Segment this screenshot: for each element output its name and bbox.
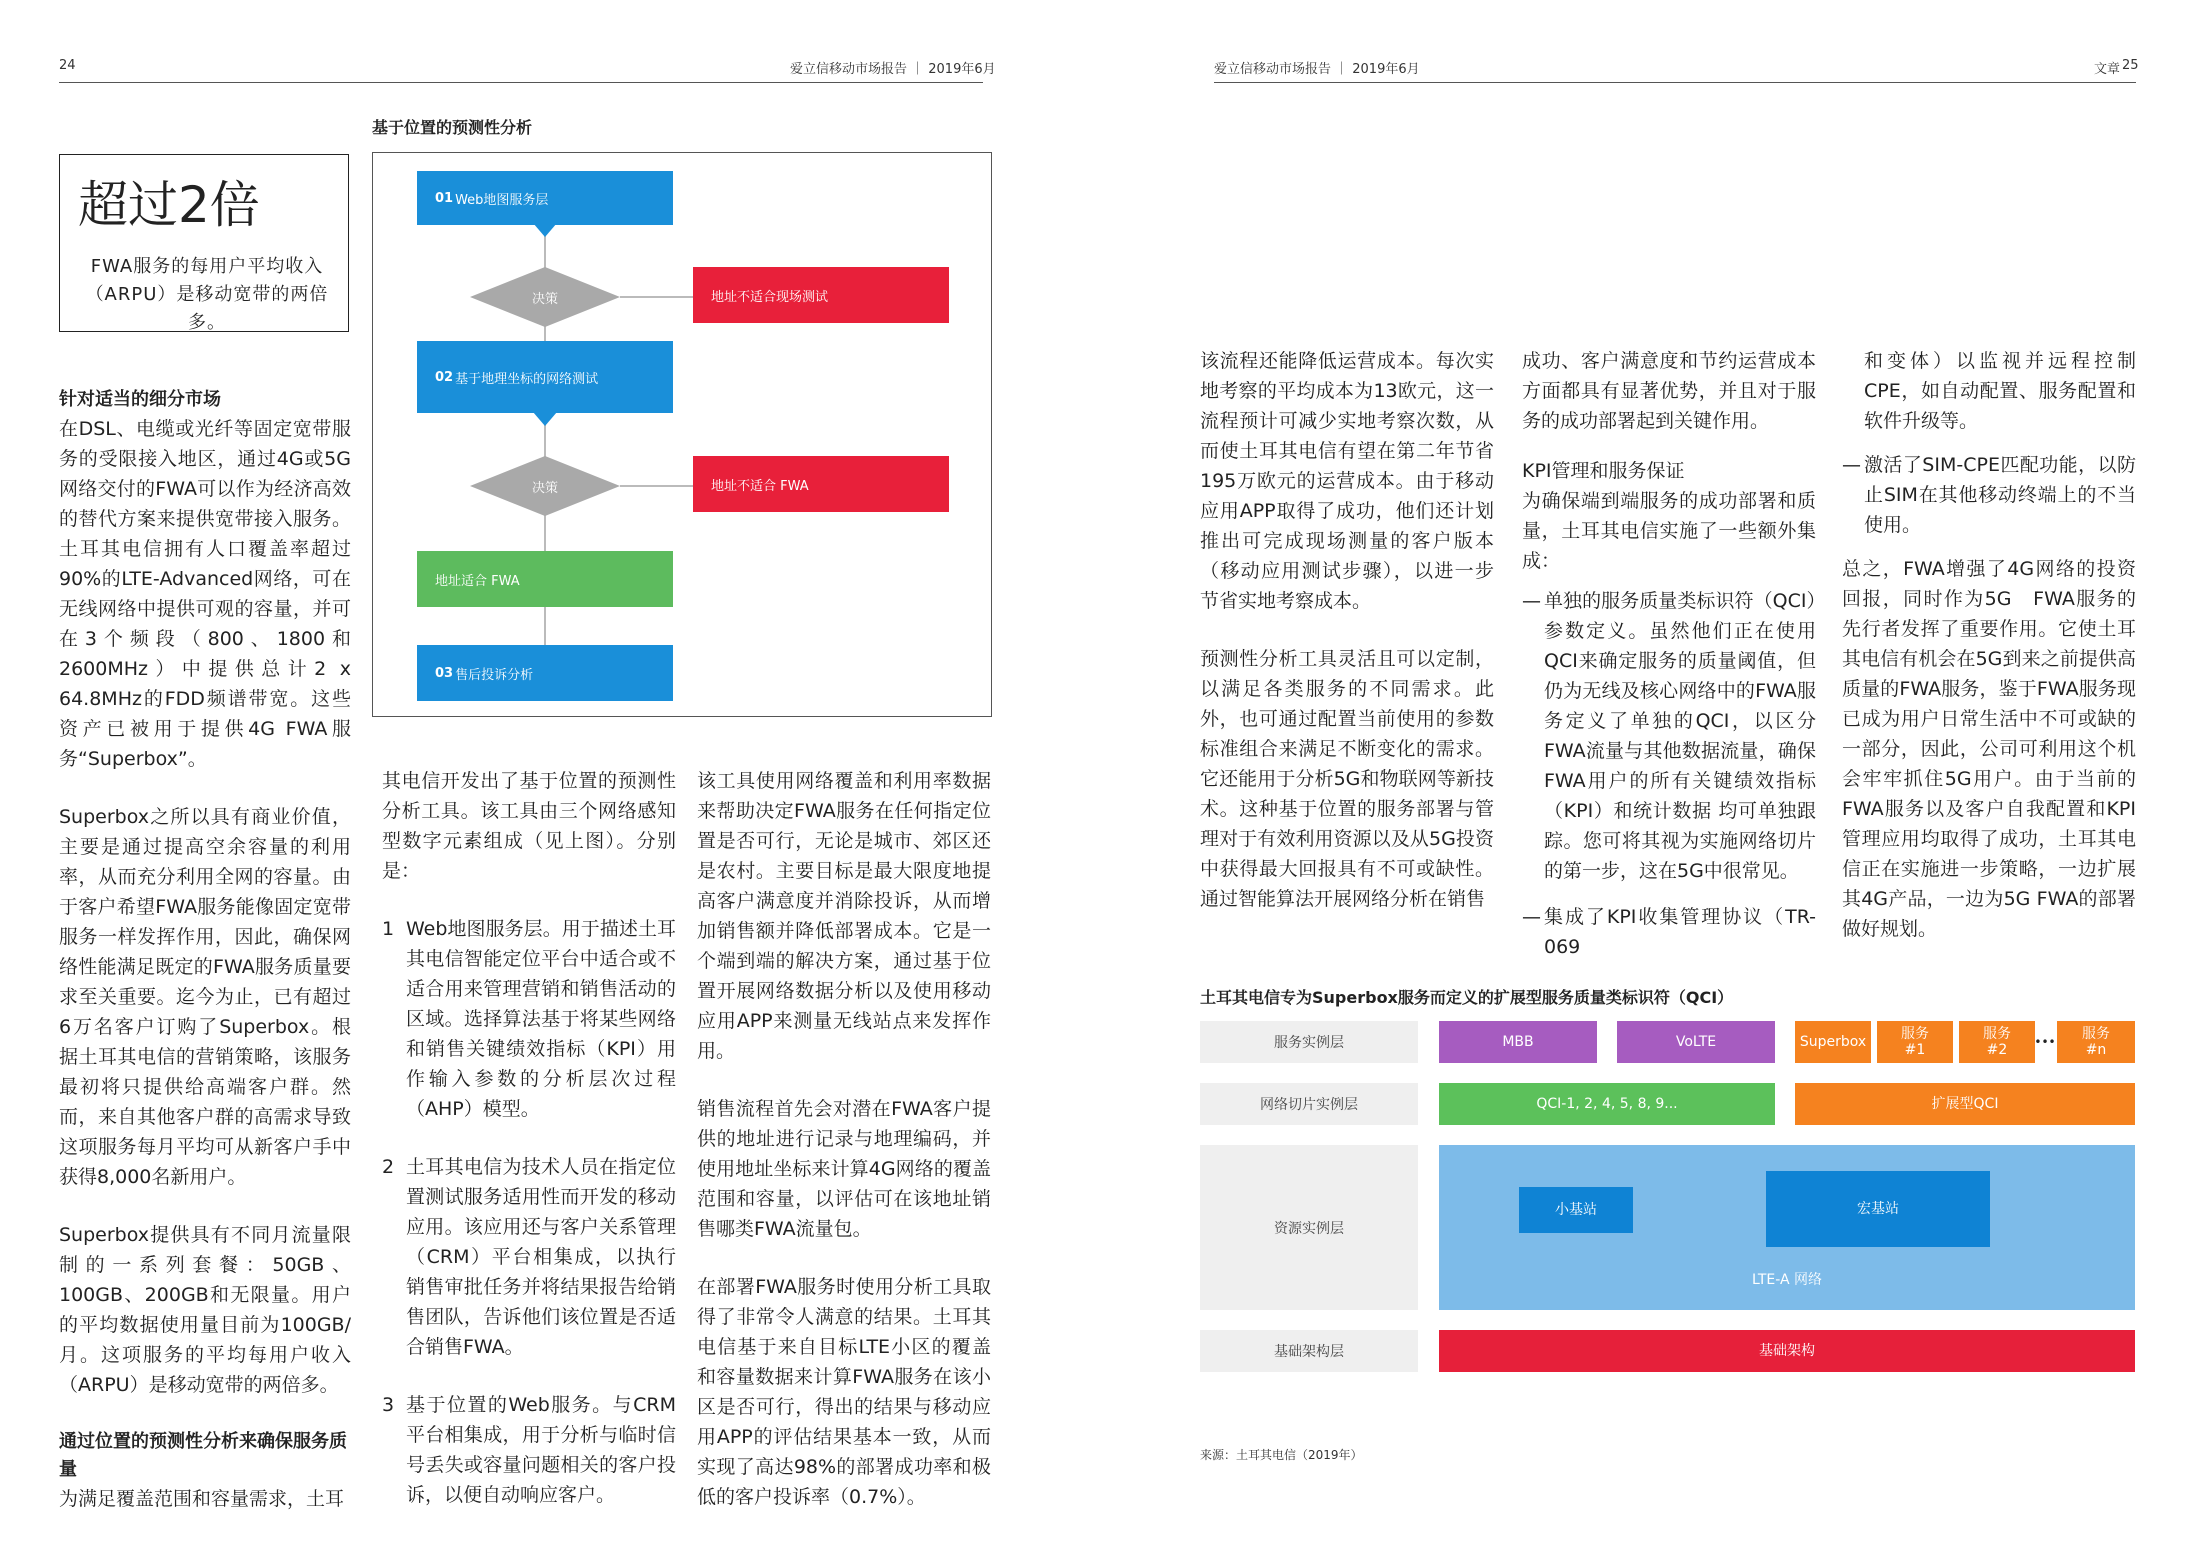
qci-extended: 扩展型QCI — [1795, 1083, 2135, 1125]
paragraph: 为满足覆盖范围和容量需求，土耳 — [59, 1488, 345, 1510]
decision-2: 决策 — [470, 456, 620, 516]
arpu-callout — [59, 154, 349, 332]
flowchart — [372, 152, 992, 717]
layer-label-infrastructure: 基础架构层 — [1200, 1330, 1418, 1372]
left-publication-header: 爱立信移动市场报告 ｜ 2019年6月 — [790, 62, 996, 77]
paragraph: 其电信开发出了基于位置的预测性分析工具。该工具由三个网络感知型数字元素组成（见上图）。分别是： — [382, 770, 676, 882]
column-6 — [1842, 346, 2136, 972]
service-1: 服务 #1 — [1877, 1021, 1953, 1063]
left-page-number: 24 — [59, 58, 76, 73]
paragraph: 预测性分析工具灵活且可以定制，以满足各类服务的不同需求。此外，也可通过配置当前使用的参数标准组合来满足不断变化的需求。它还能用于分析5G和物联网等新技术。这种基于位置的服务部署与管理对于有效利用资源以及从5G投资中获得最大回报具有不可或缺性。通过智能算法开展网络分析在销售 — [1200, 648, 1494, 910]
infrastructure-bar: 基础架构 — [1439, 1330, 2135, 1372]
service-n: 服务 #n — [2057, 1021, 2135, 1063]
left-header-rule — [59, 82, 983, 83]
list-item: 1 Web地图服务层。用于描述土耳其电信智能定位平台中适合或不适合用来管理营销和销售活动的区域。选择算法基于将某些网络和销售关键绩效指标（KPI）用作输入参数的分析层次过程（AHP）模型。 — [382, 918, 676, 1120]
paragraph: 该流程还能降低运营成本。每次实地考察的平均成本为13欧元，这一流程预计可减少实地考察次数，从而使土耳其电信有望在第二年节省195万欧元的运营成本。由于移动应用APP取得了成功，他们还计划推出可完成现场测量的客户版本（移动应用测试步骤），以进一步节省实地考察成本。 — [1200, 350, 1494, 612]
paragraph: 总之，FWA增强了4G网络的投资回报，同时作为5G FWA服务的先行者发挥了重要作用。它使土耳其电信有机会在5G到来之前提供高质量的FWA服务，鉴于FWA服务现已成为用户日常生活中不可或缺的一部分，因此，公司可利用这个机会牢牢抓住5G用户。由于当前的FWA服务以及客户自我配置和KPI管理应用均取得了成功，土耳其电信正在实施进一步策略，一边扩展其4G产品，一边为5G FWA的部署做好规划。 — [1842, 558, 2136, 940]
right-header-rule — [1214, 82, 2136, 83]
service-mbb: MBB — [1439, 1021, 1597, 1063]
step-web-map-service: 01 Web地图服务层 — [417, 171, 673, 225]
service-ellipsis: ••• — [2034, 1035, 2056, 1049]
service-volte: VoLTE — [1617, 1021, 1775, 1063]
callout-text: FWA服务的每用户平均收入（ARPU）是移动宽带的两倍多。 — [85, 256, 329, 333]
list-item: — 单独的服务质量类标识符（QCI）参数定义。虽然他们正在使用QCI来确定服务的质量阈值，但仍为无线及核心网络中的FWA服务定义了单独的QCI，以区分FWA流量与其他数据流量，确保FWA用户的所有关键绩效指标（KPI）和统计数据 均可单独跟踪。您可将其视为实施网络切片的第一步，这在5G中很常见。 — [1522, 590, 1816, 882]
paragraph: 在部署FWA服务时使用分析工具取得了非常令人满意的结果。土耳其电信基于来自目标LTE小区的覆盖和容量数据来计算FWA服务在该小区是否可行，得出的结果与移动应用APP的评估结果基本一致，从而实现了高达98%的部署成功率和极低的客户投诉率（0.7%）。 — [697, 1276, 991, 1508]
flowchart-connectors — [373, 153, 993, 718]
right-page-label: 文章 — [2094, 62, 2121, 77]
flowchart-title: 基于位置的预测性分析 — [372, 118, 533, 137]
reject-fwa: 地址不适合 FWA — [693, 456, 949, 512]
layer-label-service: 服务实例层 — [1200, 1021, 1418, 1063]
layer-label-resource: 资源实例层 — [1200, 1145, 1418, 1310]
layer-label-slice: 网络切片实例层 — [1200, 1083, 1418, 1125]
numbered-list — [382, 914, 676, 1510]
service-2: 服务 #2 — [1959, 1021, 2035, 1063]
paragraph: 该工具使用网络覆盖和利用率数据来帮助决定FWA服务在任何指定位置是否可行，无论是城市、郊区还是农村。主要目标是最大限度地提高客户满意度并消除投诉，从而增加销售额并降低部署成本。它是一个端到端的解决方案，通过基于位置开展网络数据分析以及使用移动应用APP来测量无线站点来发挥作用。 — [697, 770, 991, 1062]
qci-standard: QCI-1, 2, 4, 5, 8, 9... — [1439, 1083, 1775, 1125]
column-4 — [1200, 346, 1494, 942]
subheading: KPI管理和服务保证 — [1522, 460, 1685, 482]
paragraph: 为确保端到端服务的成功部署和质量，土耳其电信实施了一些额外集成： — [1522, 490, 1816, 572]
macro-cell: 宏基站 — [1766, 1171, 1990, 1247]
list-item: 3 基于位置的Web服务。与CRM平台相集成，用于分析与临时信号丢失或容量问题相关的客户投诉，以便自动响应客户。 — [382, 1394, 676, 1506]
lte-a-network: LTE-A 网络 — [1439, 1145, 2135, 1310]
source-note: 来源：土耳其电信（2019年） — [1200, 1448, 1363, 1462]
right-publication-header: 爱立信移动市场报告 ｜ 2019年6月 — [1214, 62, 1420, 77]
column-2 — [382, 766, 676, 1538]
small-cell: 小基站 — [1519, 1187, 1633, 1233]
step-complaint-analysis: 03 售后投诉分析 — [417, 645, 673, 701]
callout-figure: 超过2倍 — [78, 176, 260, 234]
dash-list — [1842, 450, 2136, 540]
paragraph: 和变体）以监视并远程控制CPE，如自动配置、服务配置和软件升级等。 — [1864, 350, 2136, 432]
paragraph: 成功、客户满意度和节约运营成本方面都具有显著优势，并且对于服务的成功部署起到关键作用。 — [1522, 350, 1816, 432]
paragraph: 在DSL、电缆或光纤等固定宽带服务的受限接入地区，通过4G或5G网络交付的FWA可以作为经济高效的替代方案来提供宽带接入服务。土耳其电信拥有人口覆盖率超过90%的LTE-Advanced网络，可在无线网络中提供可观的容量，并可在3个频段（800、1800和2600MHz）中提供总计2 x 64.8MHz的FDD频谱带宽。这些资产已被用于提供4G FWA服务“Superbox”。 — [59, 418, 351, 770]
right-page-number: 25 — [2122, 58, 2139, 73]
section-heading: 通过位置的预测性分析来确保服务质量 — [59, 1431, 347, 1480]
qci-diagram-title: 土耳其电信专为Superbox服务而定义的扩展型服务质量类标识符（QCI） — [1200, 988, 1734, 1007]
decision-1: 决策 — [470, 267, 620, 327]
step-geo-network-test: 02 基于地理坐标的网络测试 — [417, 341, 673, 413]
dash-list — [1522, 586, 1816, 962]
accept-fwa: 地址适合 FWA — [417, 551, 673, 607]
list-item: — 集成了KPI收集管理协议（TR-069 — [1522, 906, 1816, 958]
reject-site-test: 地址不适合现场测试 — [693, 267, 949, 323]
paragraph: 销售流程首先会对潜在FWA客户提供的地址进行记录与地理编码，并使用地址坐标来计算4G网络的覆盖范围和容量，以评估可在该地址销售哪类FWA流量包。 — [697, 1098, 991, 1240]
column-5 — [1522, 346, 1816, 978]
list-item: 2 土耳其电信为技术人员在指定位置测试服务适用性而开发的移动应用。该应用还与客户关系管理（CRM）平台相集成，以执行销售审批任务并将结果报告给销售团队，告诉他们该位置是否适合销售FWA。 — [382, 1156, 676, 1358]
paragraph: Superbox之所以具有商业价值，主要是通过提高空余容量的利用率，从而充分利用全网的容量。由于客户希望FWA服务能像固定宽带服务一样发挥作用，因此，确保网络性能满足既定的FWA服务质量要求至关重要。迄今为止，已有超过6万名客户订购了Superbox。根据土耳其电信的营销策略，该服务最初将只提供给高端客户群。然而，来自其他客户群的高需求导致这项服务每月平均可从新客户手中获得8,000名新用户。 — [59, 806, 351, 1188]
column-3 — [697, 766, 991, 1540]
column-1 — [59, 386, 351, 1542]
section-heading: 针对适当的细分市场 — [59, 389, 221, 410]
service-superbox: Superbox — [1795, 1021, 1871, 1063]
paragraph: Superbox提供具有不同月流量限制的一系列套餐：50GB、100GB、200GB和无限量。用户的平均数据使用量目前为100GB/月。这项服务的平均每用户收入（ARPU）是移动宽带的两倍多。 — [59, 1224, 351, 1396]
list-item: — 激活了SIM-CPE匹配功能，以防止SIM在其他移动终端上的不当使用。 — [1842, 454, 2136, 536]
